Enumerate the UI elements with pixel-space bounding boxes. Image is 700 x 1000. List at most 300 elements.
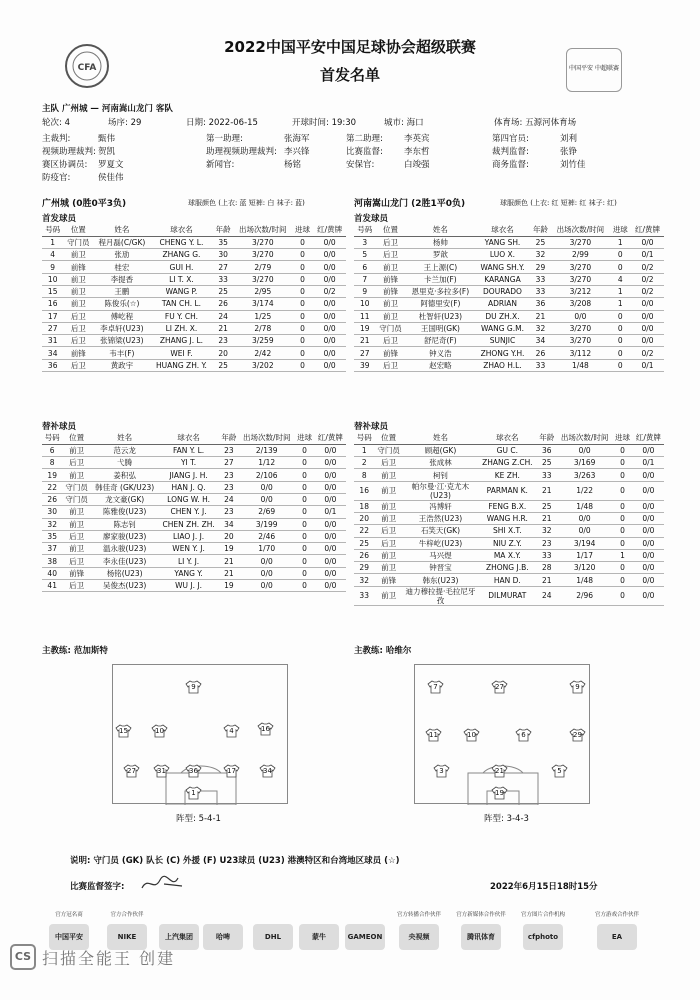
player-number: 16 <box>354 481 374 500</box>
table-row <box>354 359 664 371</box>
official-name: 侯佳伟 <box>98 173 124 183</box>
player-age: 33 <box>212 273 233 285</box>
home-starters-table <box>42 224 346 372</box>
away-formation: 阵型: 3-4-3 <box>484 814 529 824</box>
player-age: 25 <box>212 285 233 297</box>
jersey-number: 6 <box>521 731 526 739</box>
player-position: 后卫 <box>63 310 93 322</box>
player-jersey-icon <box>153 764 170 778</box>
player-shirt-name: LI T. X. <box>151 273 213 285</box>
player-position: 守门员 <box>62 493 90 505</box>
player-goals: 0 <box>610 261 632 273</box>
player-number: 19 <box>42 469 62 481</box>
player-number: 35 <box>42 530 62 542</box>
player-number: 41 <box>42 580 62 592</box>
jersey-number: 34 <box>263 767 272 775</box>
player-shirt-name: HUANG ZH. Y. <box>151 359 213 371</box>
player-name: 冯博轩 <box>403 500 478 512</box>
player-shirt-name: HAN J. Q. <box>158 481 218 493</box>
player-shirt-name: WU J. J. <box>158 580 218 592</box>
table-row <box>42 273 346 285</box>
player-name: 钟晋宝 <box>403 562 478 574</box>
player-age: 25 <box>212 359 233 371</box>
player-jersey-icon <box>569 680 586 694</box>
table-row <box>354 261 664 273</box>
player-jersey-icon <box>551 764 568 778</box>
player-cards: 0/0 <box>313 261 346 273</box>
player-apps: 3/270 <box>551 261 609 273</box>
jersey-number: 11 <box>429 731 438 739</box>
player-cards: 0/0 <box>631 335 664 347</box>
table-row <box>42 298 346 310</box>
column-header: 进球 <box>294 432 314 444</box>
player-number: 16 <box>42 298 63 310</box>
player-age: 33 <box>537 549 557 561</box>
column-header: 球衣名 <box>478 432 536 444</box>
player-cards: 0/0 <box>633 525 664 537</box>
column-header: 年龄 <box>530 224 552 236</box>
table-row <box>354 335 664 347</box>
player-goals: 0 <box>610 335 632 347</box>
table-row <box>42 567 346 579</box>
player-position: 后卫 <box>376 236 406 248</box>
player-shirt-name: HAN D. <box>478 574 536 586</box>
home-formation: 阵型: 5-4-1 <box>176 814 221 824</box>
player-age: 32 <box>537 525 557 537</box>
player-name: 李提香 <box>93 273 150 285</box>
player-shirt-name: WEN Y. J. <box>158 543 218 555</box>
player-apps: 2/78 <box>234 322 292 334</box>
player-age: 34 <box>530 335 552 347</box>
kickoff-label: 开球时间: 19:30 <box>292 118 357 128</box>
jersey-number: 21 <box>495 767 504 775</box>
svg-text:CFA: CFA <box>77 63 97 73</box>
player-name: 龙文豪(GK) <box>91 493 159 505</box>
table-row <box>354 273 664 285</box>
jersey-number: 4 <box>229 727 234 735</box>
player-apps: 1/17 <box>557 549 612 561</box>
player-name: 牛梓屹(U23) <box>403 537 478 549</box>
player-name: 帕尔曼·江·克尤木(U23) <box>403 481 478 500</box>
column-header: 球衣名 <box>151 224 213 236</box>
player-number: 37 <box>42 543 62 555</box>
player-goals: 0 <box>612 512 632 524</box>
player-number: 30 <box>42 506 62 518</box>
column-header: 号码 <box>354 224 376 236</box>
player-position: 前卫 <box>62 506 90 518</box>
jersey-number: 29 <box>573 731 582 739</box>
player-number: 6 <box>354 261 376 273</box>
player-goals: 0 <box>294 493 314 505</box>
away-starters-label: 首发球员 <box>354 214 389 224</box>
player-number: 4 <box>42 249 63 261</box>
player-apps: 0/0 <box>557 512 612 524</box>
jersey-number: 7 <box>433 683 438 691</box>
player-cards: 0/0 <box>633 586 664 605</box>
player-age: 33 <box>530 359 552 371</box>
player-position: 前锋 <box>374 574 402 586</box>
player-goals: 0 <box>612 525 632 537</box>
official-name: 刘竹佳 <box>560 160 586 170</box>
player-apps: 2/99 <box>551 249 609 261</box>
home-subs-label: 替补球员 <box>42 422 77 432</box>
jersey-number: 16 <box>261 725 270 733</box>
player-number: 39 <box>354 359 376 371</box>
player-goals: 0 <box>612 574 632 586</box>
player-age: 20 <box>219 530 239 542</box>
player-cards: 0/0 <box>315 481 346 493</box>
table-row <box>42 261 346 273</box>
table-row <box>354 537 664 549</box>
official-name: 白竣强 <box>404 160 430 170</box>
table-row <box>42 322 346 334</box>
player-goals: 0 <box>292 347 313 359</box>
player-cards: 0/0 <box>631 298 664 310</box>
player-age: 34 <box>219 518 239 530</box>
player-shirt-name: DILMURAT <box>478 586 536 605</box>
player-age: 26 <box>530 347 552 359</box>
column-header: 位置 <box>376 224 406 236</box>
sponsor-caption: 官方合作伙伴 <box>110 912 144 918</box>
player-cards: 0/2 <box>631 273 664 285</box>
player-name: 范云龙 <box>91 444 159 456</box>
official-role: 主裁判: <box>42 134 71 144</box>
player-name: 李卓轩(U23) <box>93 322 150 334</box>
column-header: 年龄 <box>219 432 239 444</box>
player-goals: 0 <box>610 322 632 334</box>
player-number: 2 <box>354 457 374 469</box>
player-age: 36 <box>537 444 557 456</box>
column-header: 红/黄牌 <box>633 432 664 444</box>
home-team-name: 广州城 (0胜0平3负) <box>42 199 127 209</box>
player-name: 阿德里安(F) <box>406 298 476 310</box>
table-row <box>42 506 346 518</box>
home-subs-table <box>42 432 346 592</box>
player-number: 10 <box>354 298 376 310</box>
player-number: 21 <box>354 335 376 347</box>
player-jersey-icon <box>515 728 532 742</box>
player-cards: 0/2 <box>631 347 664 359</box>
player-position: 前卫 <box>374 562 402 574</box>
player-position: 前卫 <box>63 298 93 310</box>
player-cards: 0/0 <box>633 444 664 456</box>
player-shirt-name: KE ZH. <box>478 469 536 481</box>
jersey-number: 36 <box>189 767 198 775</box>
player-shirt-name: ZHONG Y.H. <box>475 347 529 359</box>
csl-logo: 中国平安 中超联赛 <box>566 48 622 92</box>
player-cards: 0/0 <box>633 562 664 574</box>
player-shirt-name: PARMAN K. <box>478 481 536 500</box>
player-name: 罗歆 <box>406 249 476 261</box>
player-position: 前卫 <box>62 469 90 481</box>
player-goals: 0 <box>294 530 314 542</box>
player-name: 柯钊 <box>403 469 478 481</box>
player-number: 26 <box>354 549 374 561</box>
player-number: 20 <box>354 512 374 524</box>
player-goals: 0 <box>612 500 632 512</box>
player-age: 23 <box>219 444 239 456</box>
player-jersey-icon <box>491 764 508 778</box>
player-name: 弋腾 <box>91 457 159 469</box>
player-cards: 0/0 <box>315 493 346 505</box>
player-apps: 0/0 <box>239 580 294 592</box>
player-name: 顾超(GK) <box>403 444 478 456</box>
sponsor-name: 中国平安 <box>49 924 89 950</box>
player-goals: 0 <box>612 537 632 549</box>
player-goals: 0 <box>294 444 314 456</box>
player-jersey-icon <box>185 680 202 694</box>
player-apps: 3/270 <box>551 335 609 347</box>
player-shirt-name: WANG H.R. <box>478 512 536 524</box>
player-number: 8 <box>354 469 374 481</box>
player-number: 32 <box>42 518 62 530</box>
player-position: 守门员 <box>374 444 402 456</box>
player-goals: 0 <box>612 457 632 469</box>
player-position: 前卫 <box>374 469 402 481</box>
player-age: 26 <box>212 298 233 310</box>
player-name: 张成林 <box>403 457 478 469</box>
player-age: 21 <box>537 512 557 524</box>
table-row <box>42 493 346 505</box>
player-number: 31 <box>42 335 63 347</box>
player-cards: 0/0 <box>315 469 346 481</box>
player-age: 23 <box>219 506 239 518</box>
player-shirt-name: WANG P. <box>151 285 213 297</box>
player-apps: 1/48 <box>557 574 612 586</box>
home-kit-colors: 球服颜色 (上衣: 蓝 短裤: 白 袜子: 蓝) <box>188 199 305 207</box>
player-position: 后卫 <box>62 555 90 567</box>
player-age: 19 <box>219 580 239 592</box>
player-apps: 0/0 <box>557 444 612 456</box>
player-apps: 2/69 <box>239 506 294 518</box>
jersey-number: 10 <box>467 731 476 739</box>
table-row <box>354 549 664 561</box>
player-goals: 0 <box>292 236 313 248</box>
player-name: 陈雅俊(U23) <box>91 506 159 518</box>
player-shirt-name: ZHANG J. L. <box>151 335 213 347</box>
player-name: 桂宏 <box>93 261 150 273</box>
player-shirt-name: WEI F. <box>151 347 213 359</box>
player-cards: 0/0 <box>315 457 346 469</box>
player-number: 40 <box>42 567 62 579</box>
player-shirt-name: ZHANG Z.CH. <box>478 457 536 469</box>
player-number: 38 <box>42 555 62 567</box>
player-age: 23 <box>212 335 233 347</box>
jersey-number: 1 <box>191 789 196 797</box>
player-position: 前卫 <box>374 549 402 561</box>
player-position: 守门员 <box>62 481 90 493</box>
player-number: 1 <box>354 444 374 456</box>
player-age: 28 <box>537 562 557 574</box>
jersey-number: 3 <box>439 767 444 775</box>
player-cards: 0/1 <box>631 359 664 371</box>
player-goals: 0 <box>610 347 632 359</box>
city-label: 城市: 海口 <box>384 118 424 128</box>
player-apps: 1/25 <box>234 310 292 322</box>
player-goals: 0 <box>294 567 314 579</box>
player-name: 恩里克·多拉多(F) <box>406 285 476 297</box>
player-goals: 0 <box>612 586 632 605</box>
player-apps: 2/95 <box>234 285 292 297</box>
sponsor-name: 央视频 <box>399 924 439 950</box>
player-apps: 1/22 <box>557 481 612 500</box>
away-team-name: 河南嵩山龙门 (2胜1平0负) <box>354 199 466 209</box>
column-header: 年龄 <box>537 432 557 444</box>
player-age: 25 <box>530 236 552 248</box>
player-jersey-icon <box>425 728 442 742</box>
player-age: 27 <box>212 261 233 273</box>
player-goals: 0 <box>612 444 632 456</box>
player-name: 赵宏略 <box>406 359 476 371</box>
player-cards: 0/0 <box>315 518 346 530</box>
player-goals: 1 <box>610 298 632 310</box>
sponsor-name: 蒙牛 <box>299 924 339 950</box>
player-goals: 0 <box>294 506 314 518</box>
column-header: 号码 <box>354 432 374 444</box>
player-apps: 2/46 <box>239 530 294 542</box>
player-age: 32 <box>530 249 552 261</box>
official-name: 贺凯 <box>98 147 116 157</box>
player-shirt-name: WANG SH.Y. <box>475 261 529 273</box>
home-starters-label: 首发球员 <box>42 214 77 224</box>
official-role: 防疫官: <box>42 173 71 183</box>
player-name: 吴俊杰(U23) <box>91 580 159 592</box>
player-shirt-name: SUNJIC <box>475 335 529 347</box>
player-apps: 3/169 <box>557 457 612 469</box>
player-apps: 2/96 <box>557 586 612 605</box>
away-coach: 主教练: 哈维尔 <box>354 646 412 656</box>
player-position: 后卫 <box>374 525 402 537</box>
player-age: 24 <box>219 493 239 505</box>
player-number: 15 <box>42 285 63 297</box>
player-position: 后卫 <box>62 457 90 469</box>
player-goals: 0 <box>612 562 632 574</box>
sponsor-name: DHL <box>253 924 293 950</box>
player-position: 前卫 <box>376 310 406 322</box>
player-cards: 0/0 <box>313 236 346 248</box>
table-row <box>354 298 664 310</box>
official-role: 视频助理裁判: <box>42 147 96 157</box>
column-header: 进球 <box>612 432 632 444</box>
player-apps: 3/194 <box>557 537 612 549</box>
table-row <box>354 500 664 512</box>
player-position: 前卫 <box>374 500 402 512</box>
table-row <box>354 586 664 605</box>
player-cards: 0/0 <box>633 549 664 561</box>
jersey-number: 27 <box>495 683 504 691</box>
column-header: 姓名 <box>93 224 150 236</box>
player-goals: 0 <box>610 310 632 322</box>
player-position: 前卫 <box>374 586 402 605</box>
player-number: 22 <box>42 481 62 493</box>
player-number: 8 <box>42 457 62 469</box>
player-name: 王国明(GK) <box>406 322 476 334</box>
player-goals: 0 <box>610 359 632 371</box>
player-position: 前锋 <box>63 347 93 359</box>
player-position: 前卫 <box>62 444 90 456</box>
player-name: 廖家骏(U23) <box>91 530 159 542</box>
player-name: 韦丰(F) <box>93 347 150 359</box>
player-goals: 0 <box>294 518 314 530</box>
column-header: 红/黄牌 <box>631 224 664 236</box>
player-name: 王浩然(U23) <box>403 512 478 524</box>
player-goals: 0 <box>294 555 314 567</box>
column-header: 号码 <box>42 224 63 236</box>
table-row <box>354 562 664 574</box>
player-apps: 1/12 <box>239 457 294 469</box>
official-role: 第二助理: <box>346 134 383 144</box>
player-number: 6 <box>42 444 62 456</box>
table-row <box>42 580 346 592</box>
away-starters-table <box>354 224 664 372</box>
sponsor-name: 哈啤 <box>203 924 243 950</box>
player-jersey-icon <box>185 786 202 800</box>
signature-mark <box>138 872 188 894</box>
player-number: 9 <box>42 261 63 273</box>
player-name: 王鹏 <box>93 285 150 297</box>
player-shirt-name: FENG B.X. <box>478 500 536 512</box>
player-age: 27 <box>219 457 239 469</box>
player-apps: 0/0 <box>557 525 612 537</box>
player-shirt-name: YANG SH. <box>475 236 529 248</box>
round-label: 轮次: 4 <box>42 118 70 128</box>
column-header: 红/黄牌 <box>313 224 346 236</box>
table-row <box>42 249 346 261</box>
player-goals: 0 <box>292 322 313 334</box>
cfa-logo <box>64 40 110 92</box>
player-cards: 0/1 <box>633 457 664 469</box>
table-row <box>42 518 346 530</box>
player-number: 7 <box>354 273 376 285</box>
player-jersey-icon <box>123 764 140 778</box>
player-age: 21 <box>219 555 239 567</box>
player-apps: 3/120 <box>557 562 612 574</box>
player-shirt-name: NIU Z.Y. <box>478 537 536 549</box>
player-shirt-name: LI Y. J. <box>158 555 218 567</box>
official-role: 赛区协调员: <box>42 160 88 170</box>
player-cards: 0/2 <box>313 285 346 297</box>
player-goals: 0 <box>612 469 632 481</box>
player-shirt-name: CHEN Y. J. <box>158 506 218 518</box>
player-name: 李永佳(U23) <box>91 555 159 567</box>
player-cards: 0/0 <box>633 574 664 586</box>
player-position: 后卫 <box>62 530 90 542</box>
player-apps: 2/79 <box>234 261 292 273</box>
player-name: 杜智轩(U23) <box>406 310 476 322</box>
player-name: 张锦梁(U23) <box>93 335 150 347</box>
player-name: 马兴煜 <box>403 549 478 561</box>
player-goals: 0 <box>294 469 314 481</box>
column-header: 位置 <box>62 432 90 444</box>
player-shirt-name: JIANG J. H. <box>158 469 218 481</box>
player-age: 33 <box>537 469 557 481</box>
table-row <box>354 322 664 334</box>
player-apps: 1/70 <box>239 543 294 555</box>
player-position: 守门员 <box>63 236 93 248</box>
jersey-number: 9 <box>575 683 580 691</box>
player-age: 20 <box>212 347 233 359</box>
official-role: 第四官员: <box>492 134 529 144</box>
player-goals: 4 <box>610 273 632 285</box>
player-apps: 0/0 <box>551 310 609 322</box>
player-apps: 3/270 <box>551 322 609 334</box>
column-header: 出场次数/时间 <box>557 432 612 444</box>
player-cards: 0/0 <box>313 310 346 322</box>
player-shirt-name: KARANGA <box>475 273 529 285</box>
player-apps: 3/259 <box>234 335 292 347</box>
home-coach: 主教练: 范加斯特 <box>42 646 108 656</box>
player-name: 钟义浩 <box>406 347 476 359</box>
